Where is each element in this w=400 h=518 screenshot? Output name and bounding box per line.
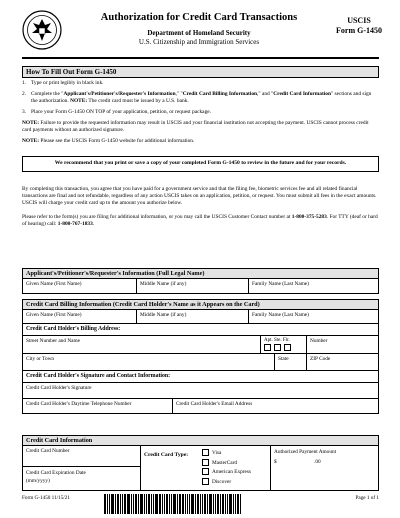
- email-field[interactable]: Credit Card Holder's Email Address: [176, 401, 253, 407]
- page-number: Page 1 of 1: [355, 495, 379, 501]
- form-id: [336, 16, 382, 36]
- apt-checkbox[interactable]: [264, 344, 271, 351]
- header-rule: [22, 57, 379, 59]
- state-field[interactable]: State: [275, 354, 307, 370]
- instructions: [22, 80, 379, 149]
- card-type-label: MasterCard: [212, 459, 238, 466]
- billing-family-name-field[interactable]: Family Name (Last Name): [252, 312, 309, 318]
- dhs-seal-icon: [22, 10, 62, 50]
- contact-text: Please refer to the form(s) you are filing for additional information, or you may call the USCIS Customer Contact number at 1-800-375-5283. For TTY (deaf or hard of hearing) call: 1-800-767-1833.: [22, 214, 378, 227]
- signature-field[interactable]: Credit Card Holder's Signature: [26, 385, 92, 391]
- card-type-options: [202, 449, 251, 488]
- agreement-text: By completing this transaction, you agree that you have paid for a government service and that the filing fee, biometric services fee and all related financial transactions are final and not refundable, regardless of any action USCIS takes on an application, petition, or request. You must submit all fees in the exact amounts. USCIS will charge your credit card up to the amount you authorize below.: [22, 186, 377, 206]
- card-type-label: Discover: [212, 478, 232, 485]
- note-failure: NOTE: Failure to provide the requested information may result in USCIS and your financial institution not accepting the payment. USCIS cannot process credit card payments without an authorized signature.: [22, 120, 369, 133]
- card-type-option[interactable]: [202, 478, 251, 488]
- applicant-section: [22, 268, 379, 294]
- card-type-checkbox[interactable]: [202, 449, 209, 456]
- zip-field[interactable]: ZIP Code: [310, 356, 331, 362]
- form-header: [22, 10, 382, 54]
- instruction-item: 3. Place your Form G-1450 ON TOP of your application, petition, or request package.: [22, 109, 211, 115]
- card-type-option[interactable]: [202, 449, 251, 459]
- note-website: NOTE: Please see the USCIS Form G-1450 website for additional information.: [22, 138, 195, 144]
- card-section: [22, 435, 379, 491]
- billing-given-name-field[interactable]: Given Name (First Name): [23, 310, 137, 323]
- billing-address-heading: Credit Card Holder's Billing Address:: [26, 326, 121, 332]
- signature-heading: Credit Card Holder's Signature and Contact Information:: [26, 373, 171, 379]
- form-title: Authorization for Credit Card Transactions: [100, 12, 298, 23]
- agency-name: U.S. Citizenship and Immigration Services: [138, 38, 260, 46]
- card-type-checkbox[interactable]: [202, 468, 209, 475]
- flr-checkbox[interactable]: [284, 344, 291, 351]
- card-type-label: American Express: [212, 469, 251, 475]
- form-edition: Form G-1450 11/15/21: [22, 495, 70, 501]
- department-name: Department of Homeland Security: [147, 29, 251, 37]
- card-type-label: Credit Card Type:: [144, 452, 189, 458]
- daytime-phone-field[interactable]: Credit Card Holder's Daytime Telephone Number: [23, 399, 173, 413]
- form-agency: USCIS: [347, 16, 371, 25]
- tty-phone: 1-800-767-1833: [57, 221, 93, 227]
- cents-suffix: .00: [314, 459, 321, 465]
- barcode: [104, 494, 252, 514]
- billing-heading: Credit Card Billing Information (Credit Card Holder's Name as it Appears on the Card): [23, 300, 378, 310]
- card-type-checkbox[interactable]: [202, 478, 209, 485]
- ste-checkbox[interactable]: [274, 344, 281, 351]
- card-type-group: [141, 446, 271, 491]
- title-block: [94, 12, 304, 46]
- card-number-field[interactable]: Credit Card Number: [23, 446, 140, 467]
- card-type-checkbox[interactable]: [202, 459, 209, 466]
- currency-symbol: $: [274, 459, 277, 465]
- payment-amount-field[interactable]: Authorized Payment Amount $ .00: [274, 449, 337, 465]
- applicant-heading: Applicant's/Petitioner's/Requester's Information (Full Legal Name): [23, 269, 378, 279]
- expiration-field[interactable]: Credit Card Expiration Date (mm/yyyy): [26, 470, 86, 484]
- unit-type-checkboxes: Apt. Ste. Flr.: [261, 336, 307, 353]
- card-heading: Credit Card Information: [23, 436, 378, 446]
- card-type-option[interactable]: [202, 459, 251, 469]
- unit-number-field[interactable]: Number: [310, 338, 328, 344]
- applicant-middle-name-field[interactable]: Middle Name (if any): [137, 279, 249, 293]
- instruction-item: 2. Complete the "Applicant's/Petitioner's/Requester's Information," "Credit Card Billing Information," and "Credit Card Information" sections and sign the authorization. NOTE: The credit card must be issued by a U.S. bank.: [22, 91, 372, 104]
- city-field[interactable]: City or Town: [23, 354, 275, 370]
- applicant-family-name-field[interactable]: Family Name (Last Name): [252, 281, 309, 287]
- customer-contact-phone: 1-800-375-5283: [291, 214, 327, 220]
- billing-middle-name-field[interactable]: Middle Name (if any): [137, 310, 249, 323]
- form-number: Form G-1450: [336, 26, 382, 35]
- applicant-given-name-field[interactable]: Given Name (First Name): [23, 279, 137, 293]
- billing-section: [22, 299, 379, 414]
- card-type-option[interactable]: [202, 468, 251, 478]
- street-field[interactable]: Street Number and Name: [23, 336, 261, 353]
- how-to-heading: How To Fill Out Form G-1450: [22, 66, 379, 78]
- card-type-label: Visa: [212, 450, 222, 456]
- instruction-item: 1. Type or print legibly in black ink.: [22, 80, 104, 86]
- recommend-box: We recommend that you print or save a copy of your completed Form G-1450 to review in the future and for your records.: [22, 156, 379, 172]
